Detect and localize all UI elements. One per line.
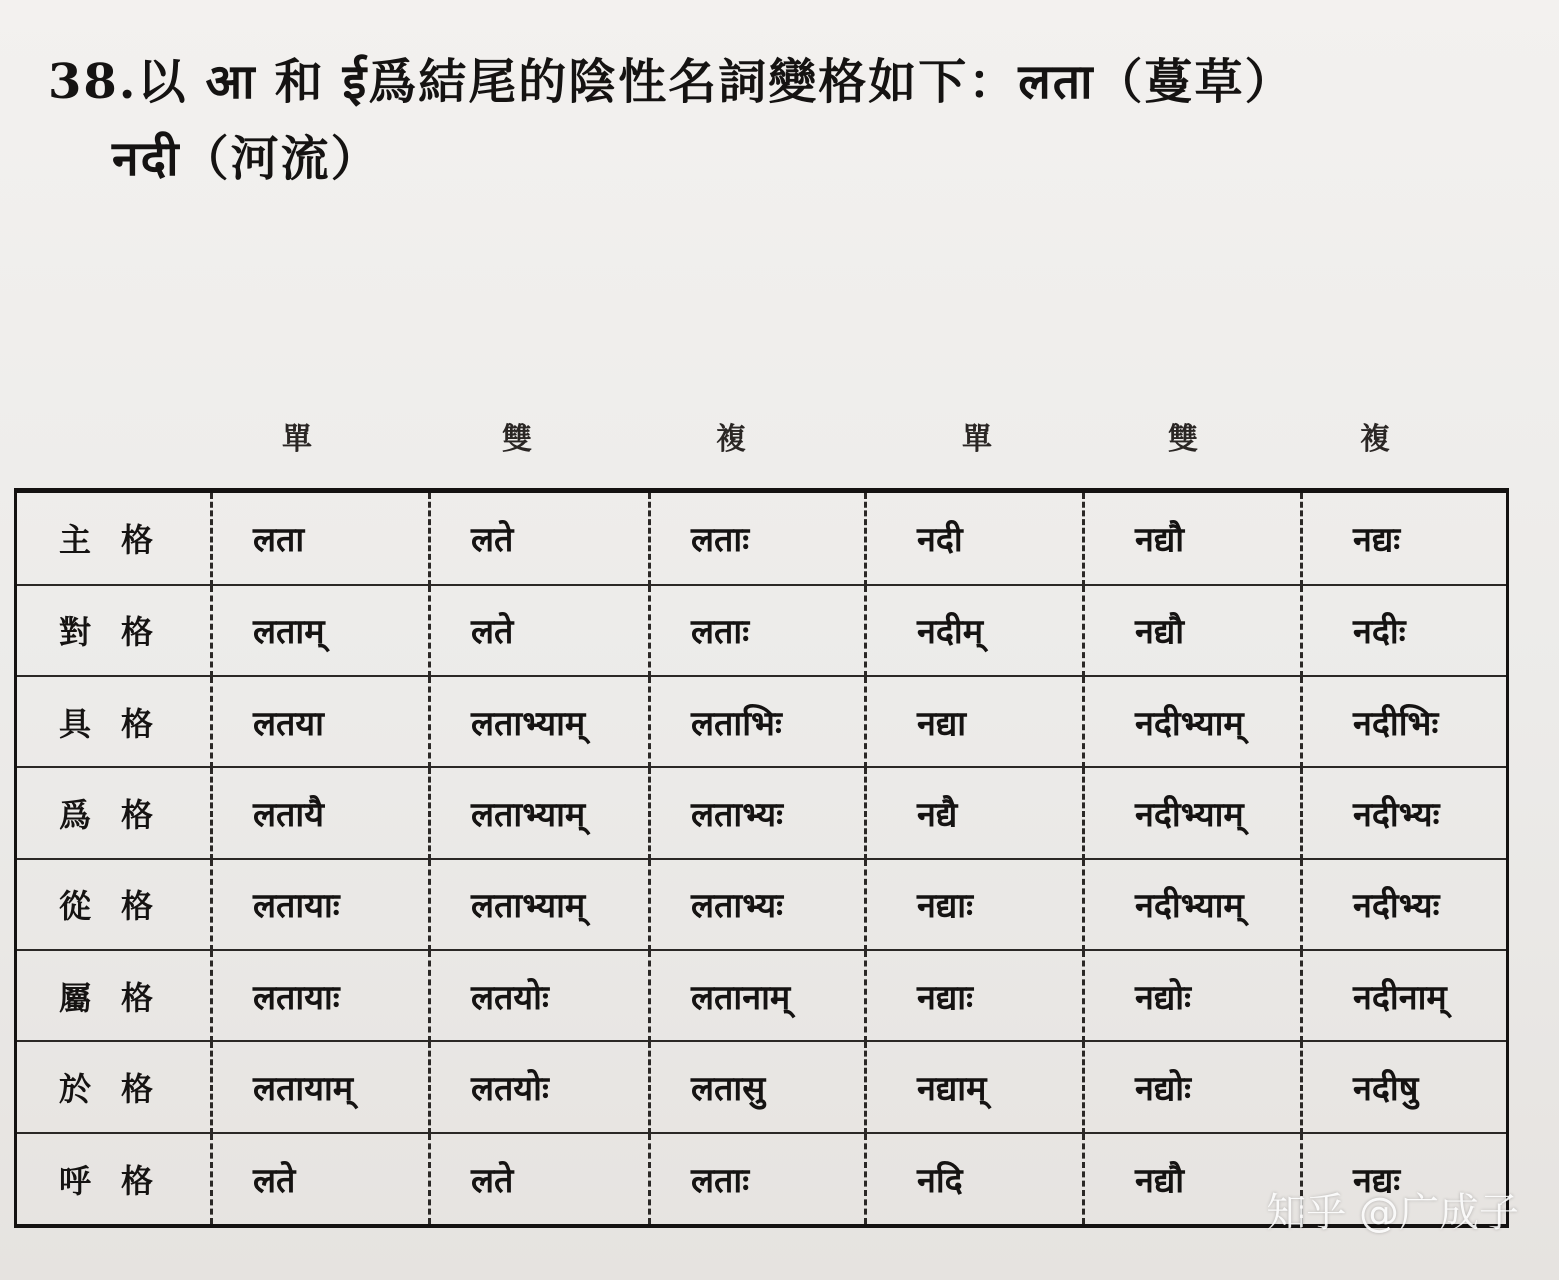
case-label: 從格: [16, 859, 212, 950]
ending-i: ई: [342, 54, 369, 110]
form-cell: नद्योः: [1084, 950, 1302, 1041]
gloss-nadi: （河流）: [180, 130, 381, 187]
section-number: 38.: [48, 54, 138, 110]
form-cell: लताः: [650, 585, 866, 676]
heading-text-part2: 和: [274, 54, 325, 110]
form-cell: नदी: [866, 491, 1084, 585]
form-cell: लते: [430, 1133, 650, 1226]
form-cell: नद्यः: [1302, 1133, 1508, 1226]
example-word-nadi: नदी: [112, 130, 181, 187]
table-row: [16, 767, 1508, 858]
form-cell: नद्यै: [866, 767, 1084, 858]
table-row: [16, 585, 1508, 676]
form-cell: नदीम्: [866, 585, 1084, 676]
case-label: 具格: [16, 676, 212, 767]
header-plural-1: 複: [716, 422, 746, 457]
form-cell: लताभ्याम्: [430, 676, 650, 767]
form-cell: लतया: [212, 676, 430, 767]
case-label: 屬格: [16, 950, 212, 1041]
heading-line-1: [48, 44, 1488, 121]
case-label: 對格: [16, 585, 212, 676]
form-cell: नद्यः: [1302, 491, 1508, 585]
form-cell: नदि: [866, 1133, 1084, 1226]
form-cell: लताभ्याम्: [430, 767, 650, 858]
form-cell: लताः: [650, 1133, 866, 1226]
form-cell: नद्यौ: [1084, 1133, 1302, 1226]
heading-line-2: [48, 121, 1488, 198]
form-cell: लतासु: [650, 1041, 866, 1132]
form-cell: लताभ्यः: [650, 767, 866, 858]
case-label: 爲格: [16, 767, 212, 858]
example-word-lata: लता: [1018, 54, 1095, 110]
form-cell: लते: [430, 491, 650, 585]
form-cell: लताः: [650, 491, 866, 585]
watermark: 知乎 @广成子: [1266, 1190, 1519, 1236]
form-cell: नदीनाम्: [1302, 950, 1508, 1041]
table-row: [16, 950, 1508, 1041]
case-label: 於格: [16, 1041, 212, 1132]
gloss-lata: （蔓草）: [1094, 54, 1295, 110]
form-cell: नदीभिः: [1302, 676, 1508, 767]
form-cell: नद्यौ: [1084, 585, 1302, 676]
form-cell: लतायाः: [212, 859, 430, 950]
form-cell: नदीभ्यः: [1302, 767, 1508, 858]
declension-table: [14, 488, 1509, 1228]
form-cell: लताभ्याम्: [430, 859, 650, 950]
number-header: [210, 408, 1510, 468]
form-cell: नद्याः: [866, 950, 1084, 1041]
case-label: 主格: [16, 491, 212, 585]
form-cell: लतयोः: [430, 1041, 650, 1132]
table-row: [16, 1041, 1508, 1132]
form-cell: लतानाम्: [650, 950, 866, 1041]
section-heading: [48, 44, 1488, 198]
form-cell: नद्याः: [866, 859, 1084, 950]
table-row: [16, 676, 1508, 767]
form-cell: लते: [212, 1133, 430, 1226]
form-cell: लताम्: [212, 585, 430, 676]
form-cell: नदीभ्याम्: [1084, 859, 1302, 950]
form-cell: नद्या: [866, 676, 1084, 767]
form-cell: नदीः: [1302, 585, 1508, 676]
form-cell: नदीभ्याम्: [1084, 676, 1302, 767]
heading-text-part3: 爲結尾的陰性名詞變格如下：: [368, 54, 1019, 110]
table-row: [16, 491, 1508, 585]
form-cell: लताभिः: [650, 676, 866, 767]
form-cell: नद्योः: [1084, 1041, 1302, 1132]
header-singular-2: 單: [962, 422, 992, 457]
form-cell: लतायाम्: [212, 1041, 430, 1132]
header-plural-2: 複: [1360, 422, 1390, 457]
form-cell: नद्यौ: [1084, 491, 1302, 585]
table-row: [16, 859, 1508, 950]
header-dual-1: 雙: [502, 422, 532, 457]
form-cell: लता: [212, 491, 430, 585]
form-cell: नदीषु: [1302, 1041, 1508, 1132]
form-cell: नद्याम्: [866, 1041, 1084, 1132]
heading-text-part1: 以: [137, 54, 188, 110]
header-singular-1: 單: [282, 422, 312, 457]
form-cell: नदीभ्याम्: [1084, 767, 1302, 858]
form-cell: लते: [430, 585, 650, 676]
ending-a: आ: [205, 54, 257, 110]
form-cell: लताभ्यः: [650, 859, 866, 950]
case-label: 呼格: [16, 1133, 212, 1226]
form-cell: लतयोः: [430, 950, 650, 1041]
form-cell: लतायै: [212, 767, 430, 858]
form-cell: लतायाः: [212, 950, 430, 1041]
form-cell: नदीभ्यः: [1302, 859, 1508, 950]
header-dual-2: 雙: [1168, 422, 1198, 457]
